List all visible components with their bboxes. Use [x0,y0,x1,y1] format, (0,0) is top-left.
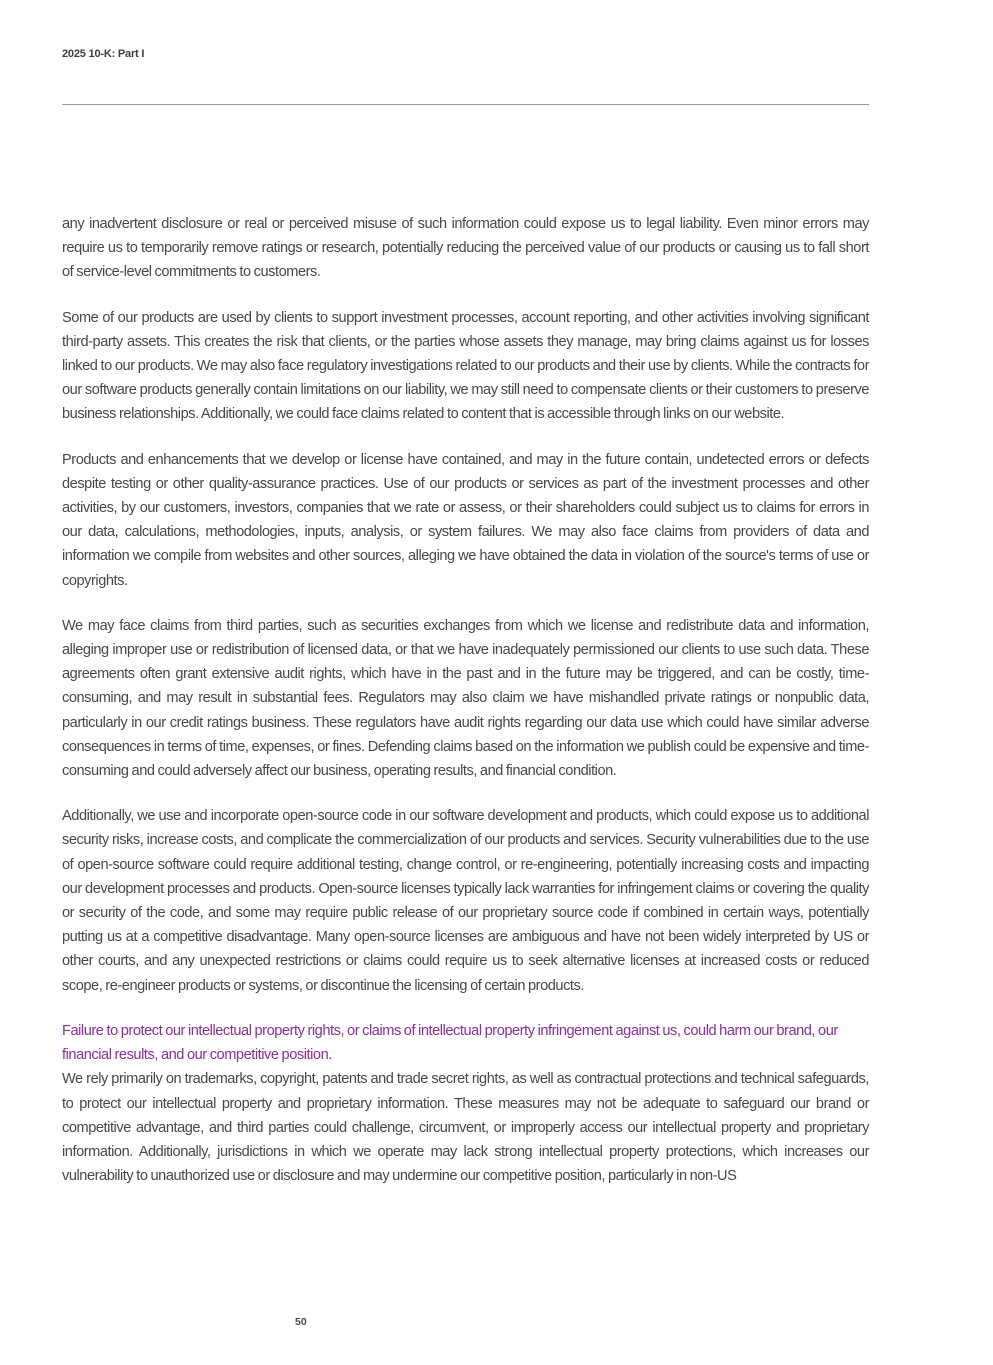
paragraph-open-source: Additionally, we use and incorporate open-source code in our software development and products, which could expose us to additional security risks, increase costs, and complicate the commercialization of our products and services. Security vulnerabilities due to the use of open-source software could require additional testing, change control, or re-engineering, potentially increasing costs and impacting our development processes and products. Open-source licenses typically lack warranties for infringement claims or covering the quality or security of the code, and some may require public release of our proprietary source code if combined in certain ways, potentially putting us at a competitive disadvantage. Many open-source licenses are ambiguous and have not been widely interpreted by US or other courts, and any unexpected restrictions or claims could require us to seek alternative licenses at increased costs or reduced scope, re-engineer products or systems, or discontinue the licensing of certain products. [62,808,869,994]
body-text [62,212,869,1188]
page-number: 50 [295,1316,307,1328]
paragraph-intellectual-property: We rely primarily on trademarks, copyright, patents and trade secret rights, as well as contractual protections and technical safeguards, to protect our intellectual property and proprietary information. These measures may not be adequate to safeguard our brand or competitive advantage, and third parties could challenge, circumvent, or improperly access our intellectual property and proprietary information. Additionally, jurisdictions in which we operate may lack strong intellectual property protections, which increases our vulnerability to unauthorized use or disclosure and may undermine our competitive position, particularly in non-US [62,1071,869,1185]
running-header: 2025 10-K: Part I [62,48,145,60]
section-subheading: Failure to protect our intellectual property rights, or claims of intellectual property infringement against us, could harm our brand, our financial results, and our competitive position. [62,1022,838,1064]
paragraph-disclosure-liability: any inadvertent disclosure or real or perceived misuse of such information could expose us to legal liability. Even minor errors may require us to temporarily remove ratings or research, potentially reducing the perceived value of our products or causing us to fall short of service-level commitments to customers. [62,216,869,281]
paragraph-third-party-claims: We may face claims from third parties, such as securities exchanges from which we license and redistribute data and information, alleging improper use or redistribution of licensed data, or that we have inadequately permissioned our clients to use such data. These agreements often grant extensive audit rights, which have in the past and in the future may be triggered, and can be costly, time-consuming, and may result in substantial fees. Regulators may also claim we have mishandled private ratings or nonpublic data, particularly in our credit ratings business. These regulators have audit rights regarding our data use which could have similar adverse consequences in terms of time, expenses, or fines. Defending claims based on the information we publish could be expensive and time-consuming and could adversely affect our business, operating results, and financial condition. [62,617,869,780]
paragraph-product-errors: Products and enhancements that we develop or license have contained, and may in the future contain, undetected errors or defects despite testing or other quality-assurance practices. Use of our products or services as part of the investment processes and other activities, by our customers, investors, companies that we rate or assess, or their shareholders could subject us to claims for errors in our data, calculations, methodologies, inputs, analysis, or system failures. We may also face claims from providers of data and information we compile from websites and other sources, alleging we have obtained the data in violation of the source's terms of use or copyrights. [62,451,869,589]
paragraph-client-claims: Some of our products are used by clients to support investment processes, account reporting, and other activities involving significant third-party assets. This creates the risk that clients, or the parties whose assets they manage, may bring claims against us for losses linked to our products. We may also face regulatory investigations related to our products and their use by clients. While the contracts for our software products generally contain limitations on our liability, we may still need to compensate clients or their customers to preserve business relationships. Additionally, we could face claims related to content that is accessible through links on our website. [62,309,869,423]
header-divider [62,104,869,105]
